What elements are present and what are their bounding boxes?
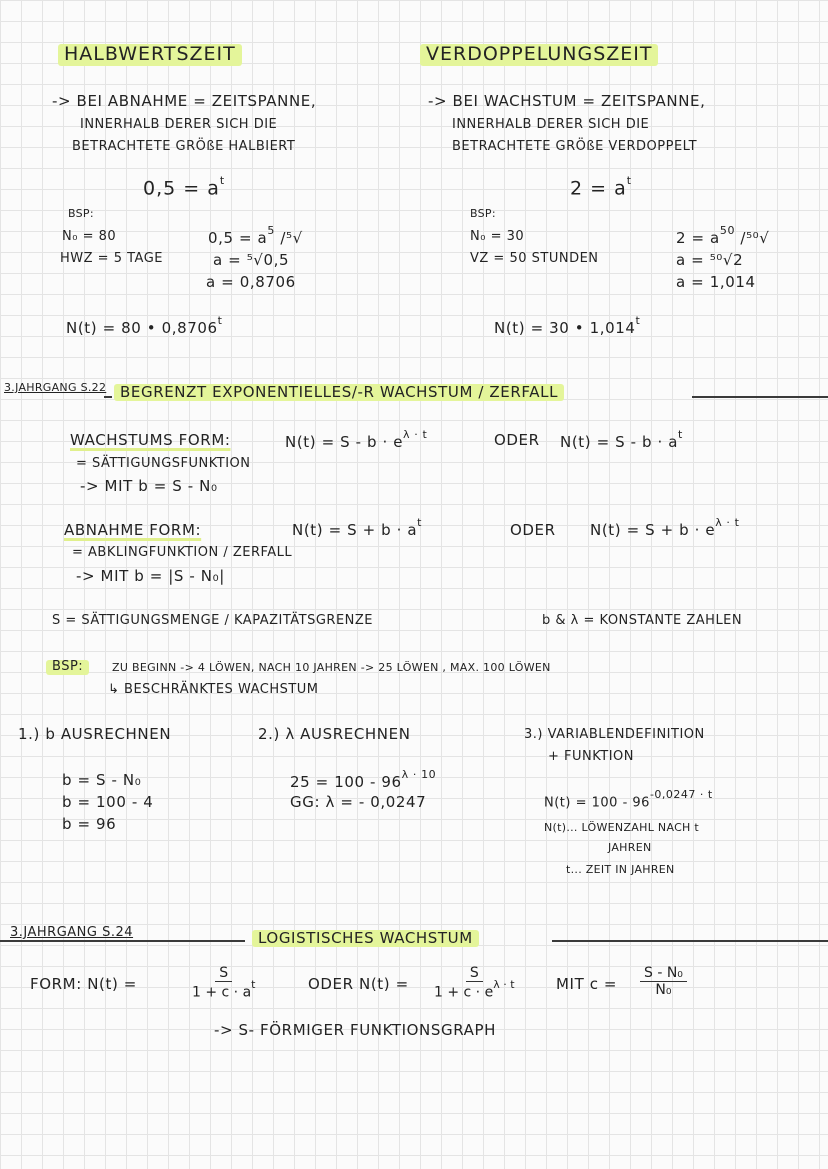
verdoppelungszeit-def-line3: BETRACHTETE GRÖßE VERDOPPELT <box>452 139 698 154</box>
logistic-form-label: FORM: N(t) = <box>30 975 137 993</box>
step2-heading: 2.) λ AUSRECHNEN <box>258 725 411 743</box>
growth-formula-a: $N(t) = S - b \cdot a^t$ <box>560 428 683 451</box>
decay-note-b: -> MIT b = |S - N₀| <box>76 567 225 585</box>
growth-formula-e: $N(t) = S - b \cdot e^{\lambda \cdot t}$ <box>285 428 428 451</box>
verdoppelungszeit-title: VERDOPPELUNGSZEIT <box>420 44 658 66</box>
halbwertszeit-hwz: HWZ = 5 TAGE <box>60 251 163 266</box>
section2-rule-left <box>0 940 245 942</box>
section1-title: BEGRENZT EXPONENTIELLES/-R WACHSTUM / ZERFALL <box>114 384 564 401</box>
section2-rule-right <box>552 940 828 942</box>
step1-heading: 1.) b AUSRECHNEN <box>18 725 172 743</box>
s-definition: S = SÄTTIGUNGSMENGE / KAPAZITÄTSGRENZE <box>52 613 374 628</box>
logistic-c-fraction <box>640 965 687 998</box>
step3-var-t: t... ZEIT IN JAHREN <box>566 863 675 876</box>
logistic-fraction-e-numerator: S <box>466 965 483 982</box>
decay-note-abklingfunktion: = ABKLINGFUNKTION / ZERFALL <box>72 545 293 560</box>
step3-function: $N(t) = 100 - 96^{-0,0247 \cdot t}$ <box>544 788 713 811</box>
step1-line1: b = S - N₀ <box>62 771 142 789</box>
logistic-fraction-a <box>188 965 260 1001</box>
step2-line1: $25 = 100 - 96^{\lambda \cdot 10}$ <box>290 768 437 791</box>
verdoppelungszeit-result: N(t) = 30 • 1,014$^t$ <box>494 314 641 337</box>
halbwertszeit-title: HALBWERTSZEIT <box>58 44 242 66</box>
decay-formula-a: $N(t) = S + b \cdot a^t$ <box>292 516 423 539</box>
halbwertszeit-def-line2: INNERHALB DERER SICH DIE <box>80 117 278 132</box>
example-text: ZU BEGINN -> 4 LÖWEN, NACH 10 JAHREN -> 25 LÖWEN , MAX. 100 LÖWEN <box>112 661 551 674</box>
verdoppelungszeit-def-line1: -> BEI WACHSTUM = ZEITSPANNE, <box>428 92 706 110</box>
halbwertszeit-result: N(t) = 80 • 0,8706$^t$ <box>66 314 223 337</box>
decay-formula-e: $N(t) = S + b \cdot e^{\lambda \cdot t}$ <box>590 516 740 539</box>
logistic-c-denominator: N₀ <box>655 982 672 999</box>
halbwertszeit-bsp-label: BSP: <box>68 207 94 220</box>
growth-form-label: WACHSTUMS FORM: <box>70 431 231 449</box>
verdoppelungszeit-calc-2: a = ⁵⁰√2 <box>676 251 744 269</box>
halbwertszeit-formula: $0,5 = a^t$ <box>143 174 226 200</box>
decay-or: ODER <box>510 521 556 539</box>
halbwertszeit-def-line1: -> BEI ABNAHME = ZEITSPANNE, <box>52 92 317 110</box>
verdoppelungszeit-def-line2: INNERHALB DERER SICH DIE <box>452 117 650 132</box>
section2-title: LOGISTISCHES WACHSTUM <box>252 930 479 947</box>
logistic-fraction-e-denominator: $1 + c \cdot e^{\lambda \cdot t}$ <box>434 978 515 1001</box>
decay-form-label: ABNAHME FORM: <box>64 521 202 539</box>
example-label: BSP: <box>46 660 89 675</box>
step1-line3: b = 96 <box>62 815 117 833</box>
halbwertszeit-calc-1: $0,5 = a^5$ /⁵√ <box>208 224 303 247</box>
growth-note-saettigung: = SÄTTIGUNGSFUNKTION <box>76 456 251 471</box>
logistic-note: -> S- FÖRMIGER FUNKTIONSGRAPH <box>214 1021 497 1039</box>
verdoppelungszeit-n0: N₀ = 30 <box>470 229 525 244</box>
logistic-c-label: MIT c = <box>556 975 618 993</box>
logistic-fraction-a-numerator: S <box>215 965 232 982</box>
step3-heading: 3.) VARIABLENDEFINITION <box>524 727 705 742</box>
halbwertszeit-calc-2: a = ⁵√0,5 <box>213 251 290 269</box>
example-subtext: ↳ BESCHRÄNKTES WACHSTUM <box>108 682 319 697</box>
step3-heading-2: + FUNKTION <box>548 749 634 764</box>
logistic-fraction-a-denominator: $1 + c \cdot a^t$ <box>192 978 256 1001</box>
verdoppelungszeit-calc-1: $2 = a^{50}$ /⁵⁰√ <box>676 224 770 247</box>
step2-line2: GG: λ = - 0,0247 <box>290 793 427 811</box>
section1-rule-left <box>104 396 112 398</box>
growth-or: ODER <box>494 431 540 449</box>
step3-var-n: N(t)... LÖWENZAHL NACH t <box>544 821 700 834</box>
step3-var-n-2: JAHREN <box>608 841 652 854</box>
halbwertszeit-def-line3: BETRACHTETE GRÖßE HALBIERT <box>72 139 296 154</box>
section1-page-ref: 3.JAHRGANG S.22 <box>4 381 107 394</box>
verdoppelungszeit-formula: $2 = a^t$ <box>570 174 633 200</box>
halbwertszeit-n0: N₀ = 80 <box>62 229 117 244</box>
verdoppelungszeit-bsp-label: BSP: <box>470 207 496 220</box>
halbwertszeit-calc-3: a = 0,8706 <box>206 273 296 291</box>
section1-rule-right <box>692 396 828 398</box>
growth-note-b: -> MIT b = S - N₀ <box>80 477 218 495</box>
section2-page-ref: 3.JAHRGANG S.24 <box>10 925 134 940</box>
logistic-c-numerator: S - N₀ <box>640 965 687 982</box>
verdoppelungszeit-vz: VZ = 50 STUNDEN <box>470 251 599 266</box>
verdoppelungszeit-calc-3: a = 1,014 <box>676 273 756 291</box>
constants-definition: b & λ = KONSTANTE ZAHLEN <box>542 613 743 628</box>
logistic-or: ODER N(t) = <box>308 975 409 993</box>
logistic-fraction-e <box>430 965 519 1001</box>
step1-line2: b = 100 - 4 <box>62 793 154 811</box>
